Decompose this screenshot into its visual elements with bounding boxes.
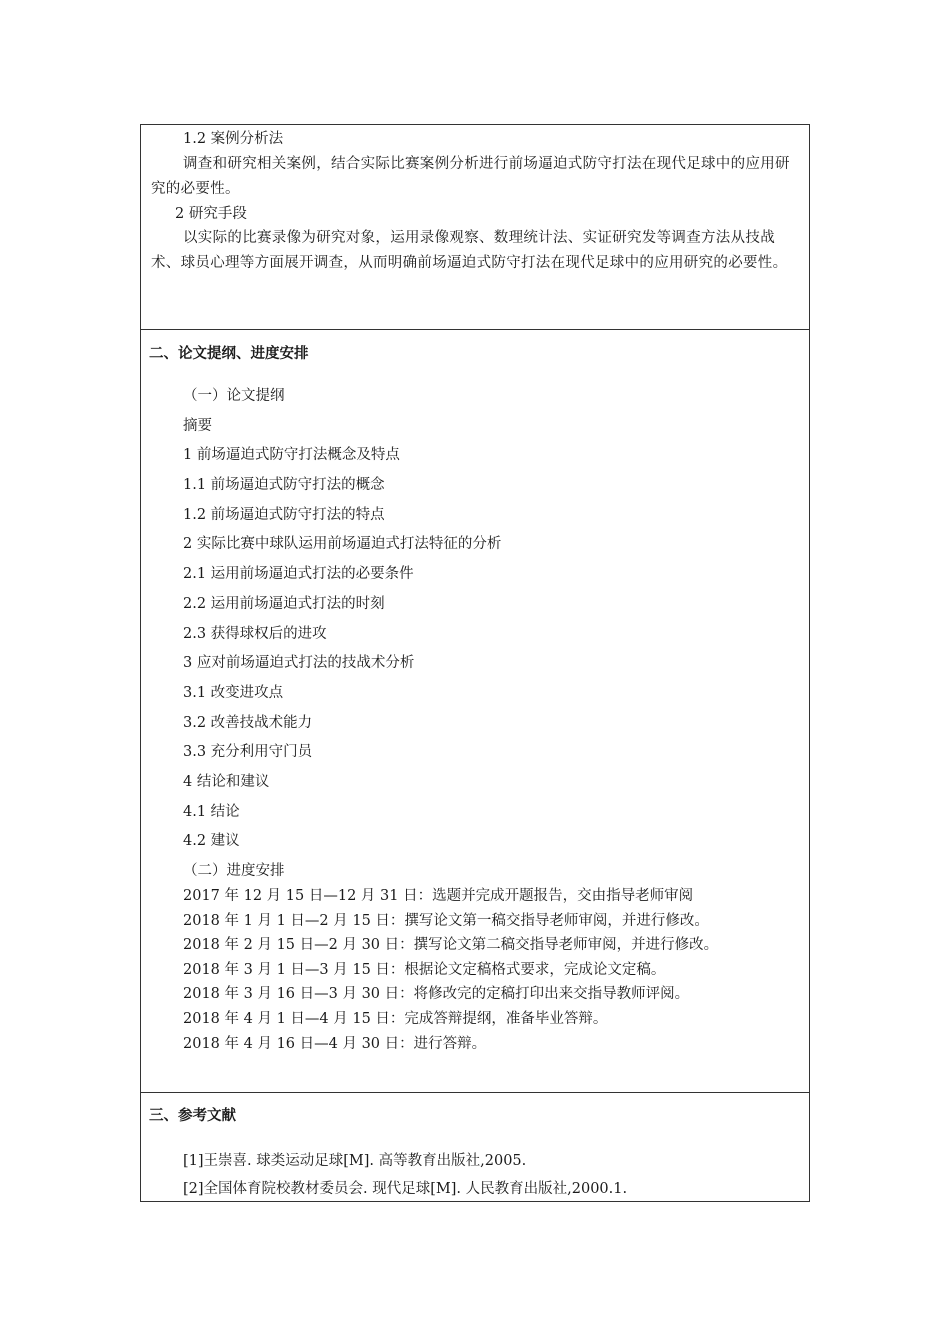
method-title: 1.2 案例分析法 <box>183 131 284 147</box>
references-cell <box>140 1092 810 1202</box>
outline-item: 2.1 运用前场逼迫式打法的必要条件 <box>183 566 414 583</box>
outline-item: 4.2 建议 <box>183 833 240 850</box>
schedule-item: 2018 年 3 月 1 日—3 月 15 日：根据论文定稿格式要求，完成论文定稿。 <box>183 961 666 978</box>
schedule-item: 2018 年 2 月 15 日—2 月 30 日：撰写论文第二稿交指导老师审阅，并进行修改。 <box>183 937 719 954</box>
outline-schedule-cell <box>140 329 810 1093</box>
outline-list <box>183 386 501 891</box>
schedule-item: 2017 年 12 月 15 日—12 月 31 日：选题并完成开题报告，交由指导老师审阅 <box>183 888 694 904</box>
outline-item: 3.2 改善技战术能力 <box>183 714 313 731</box>
outline-item: 4.1 结论 <box>183 803 240 820</box>
outline-item: 1 前场逼迫式防守打法概念及特点 <box>183 447 400 464</box>
means-paragraph: 以实际的比赛录像为研究对象，运用录像观察、数理统计法、实证研究发等调查方法从技战术、球员心理等方面展开调查，从而明确前场逼迫式防守打法在现代足球中的应用研究的必要性。 <box>151 230 788 271</box>
outline-item: 摘要 <box>183 417 212 434</box>
schedule-item: 2018 年 1 月 1 日—2 月 15 日：撰写论文第一稿交指导老师审阅，并进行修改。 <box>183 912 709 929</box>
outline-item: 3.1 改变进攻点 <box>183 684 284 701</box>
means-title: 2 研究手段 <box>175 206 247 222</box>
reference-item: [2]全国体育院校教材委员会. 现代足球[M]. 人民教育出版社,2000.1. <box>183 1181 628 1197</box>
outline-item: 2 实际比赛中球队运用前场逼迫式打法特征的分析 <box>183 536 502 553</box>
outline-item: （一）论文提纲 <box>183 388 285 404</box>
references-list <box>183 1151 627 1207</box>
references-heading: 三、参考文献 <box>149 1107 236 1124</box>
schedule-item: 2018 年 4 月 1 日—4 月 15 日：完成答辩提纲，准备毕业答辩。 <box>183 1010 608 1027</box>
reference-item: [1]王崇喜. 球类运动足球[M]. 高等教育出版社,2005. <box>183 1153 527 1169</box>
outline-item: 2.3 获得球权后的进攻 <box>183 625 327 642</box>
outline-item: （二）进度安排 <box>183 863 285 879</box>
outline-item: 4 结论和建议 <box>183 773 270 790</box>
outline-item: 2.2 运用前场逼迫式打法的时刻 <box>183 595 385 612</box>
outline-heading: 二、论文提纲、进度安排 <box>149 345 309 362</box>
outline-item: 1.2 前场逼迫式防守打法的特点 <box>183 506 385 523</box>
method-paragraph: 调查和研究相关案例，结合实际比赛案例分析进行前场逼迫式防守打法在现代足球中的应用研究的必要性。 <box>151 156 790 197</box>
schedule-list <box>183 886 718 1058</box>
outline-item: 3.3 充分利用守门员 <box>183 744 313 761</box>
schedule-item: 2018 年 3 月 16 日—3 月 30 日：将修改完的定稿打印出来交指导教师评阅。 <box>183 986 690 1003</box>
schedule-item: 2018 年 4 月 16 日—4 月 30 日：进行答辩。 <box>183 1035 487 1052</box>
outline-item: 1.1 前场逼迫式防守打法的概念 <box>183 477 385 494</box>
outline-item: 3 应对前场逼迫式打法的技战术分析 <box>183 655 415 672</box>
research-methods-cell <box>140 124 810 330</box>
